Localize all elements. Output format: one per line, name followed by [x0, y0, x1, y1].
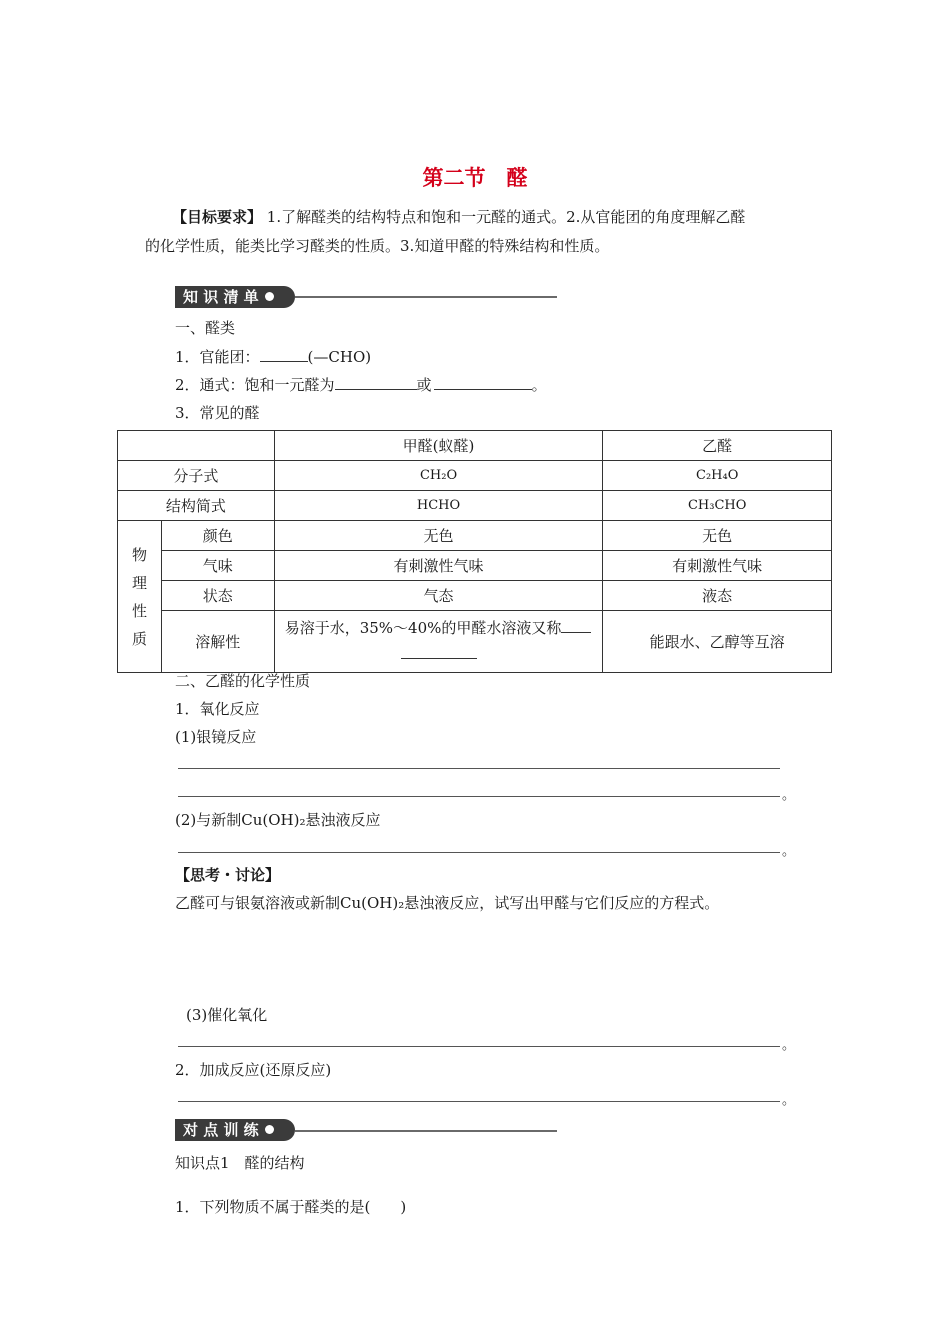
- answer-line[interactable]: [178, 796, 780, 797]
- row-label: 溶解性: [161, 611, 274, 673]
- period-mark: 。: [782, 788, 796, 803]
- item-common-aldehydes: 3．常见的醛: [175, 404, 260, 422]
- question-1: 1．下列物质不属于醛类的是( ): [175, 1198, 407, 1216]
- table-cell: 无色: [274, 521, 603, 551]
- fill-blank[interactable]: [401, 646, 477, 659]
- item-label: 1．官能团：: [175, 348, 260, 366]
- sub-silver-mirror: (1)银镜反应: [175, 728, 257, 746]
- objectives-text1: 1.了解醛类的结构特点和饱和一元醛的通式。2.从官能团的角度理解乙醛: [262, 208, 746, 226]
- section-header-label: 对 点 训 练: [183, 1121, 259, 1139]
- cell-text: 易溶于水，35%～40%的甲醛水溶液又称: [284, 619, 562, 637]
- section-header-label: 知 识 清 单: [183, 288, 259, 306]
- knowledge-point-1: 知识点1 醛的结构: [175, 1154, 305, 1172]
- page-title: 第二节 醛: [422, 166, 528, 190]
- table-cell: HCHO: [274, 491, 603, 521]
- table-cell: CH₂O: [274, 461, 603, 491]
- think-discuss-label: 【思考・讨论】: [175, 866, 281, 884]
- header-rule: [295, 296, 557, 298]
- section-header-knowledge: [175, 286, 295, 308]
- table-row: [118, 581, 832, 611]
- row-label: 结构简式: [118, 491, 275, 521]
- fill-blank[interactable]: [335, 377, 417, 390]
- fill-blank[interactable]: [434, 377, 532, 390]
- sub-copper-hydroxide: (2)与新制Cu(OH)₂悬浊液反应: [175, 811, 381, 829]
- heading-aldehydes: 一、醛类: [175, 319, 236, 337]
- answer-line[interactable]: [178, 1101, 780, 1102]
- table-cell: [118, 431, 275, 461]
- group-char: 物: [131, 545, 147, 564]
- row-label: 气味: [161, 551, 274, 581]
- item-addition-reaction: 2．加成反应(还原反应): [175, 1061, 332, 1079]
- objectives-label: 【目标要求】: [172, 208, 263, 226]
- fill-blank[interactable]: [260, 349, 308, 362]
- header-rule: [295, 1130, 557, 1132]
- table-row: [118, 491, 832, 521]
- section-header-practice: [175, 1119, 295, 1141]
- table-cell: 气态: [274, 581, 603, 611]
- item-oxidation: 1．氧化反应: [175, 700, 260, 718]
- bullet-icon: [265, 292, 274, 301]
- table-cell: 有刺激性气味: [274, 551, 603, 581]
- answer-line[interactable]: [178, 768, 780, 769]
- answer-line[interactable]: [178, 852, 780, 853]
- item-text: 或: [416, 376, 432, 394]
- heading-chemical-properties: 二、乙醛的化学性质: [175, 672, 311, 690]
- table-cell: 液态: [603, 581, 832, 611]
- row-label: 颜色: [161, 521, 274, 551]
- objectives-line1: [172, 206, 745, 227]
- table-cell: 无色: [603, 521, 832, 551]
- aldehyde-table: [117, 430, 832, 673]
- objectives-line2: 的化学性质，能类比学习醛类的性质。3.知道甲醛的特殊结构和性质。: [145, 237, 610, 255]
- table-cell: CH₃CHO: [603, 491, 832, 521]
- row-group-physical: [118, 521, 162, 673]
- bullet-icon: [265, 1125, 274, 1134]
- table-header: 乙醛: [603, 431, 832, 461]
- table-cell: 有刺激性气味: [603, 551, 832, 581]
- table-row: [118, 461, 832, 491]
- period-mark: 。: [782, 1093, 796, 1108]
- item-suffix: (—CHO): [307, 348, 372, 366]
- table-row: [118, 551, 832, 581]
- table-cell: 能跟水、乙醇等互溶: [603, 611, 832, 673]
- table-cell: [274, 611, 603, 673]
- period-mark: 。: [782, 844, 796, 859]
- row-label: 分子式: [118, 461, 275, 491]
- table-row: [118, 611, 832, 673]
- sub-catalytic-oxidation: (3)催化氧化: [186, 1006, 268, 1024]
- table-row: [118, 431, 832, 461]
- table-header: 甲醛(蚁醛): [274, 431, 603, 461]
- period-mark: 。: [782, 1038, 796, 1053]
- think-discuss-text: 乙醛可与银氨溶液或新制Cu(OH)₂悬浊液反应，试写出甲醛与它们反应的方程式。: [175, 894, 720, 912]
- fill-blank[interactable]: [561, 620, 591, 633]
- table-cell: C₂H₄O: [603, 461, 832, 491]
- item-text: 。: [531, 376, 547, 394]
- answer-line[interactable]: [178, 1046, 780, 1047]
- group-char: 性: [131, 601, 147, 620]
- item-general-formula: [175, 374, 547, 395]
- table-row: [118, 521, 832, 551]
- row-label: 状态: [161, 581, 274, 611]
- item-label: 2．通式：饱和一元醛为: [175, 376, 335, 394]
- group-char: 质: [131, 629, 147, 648]
- item-functional-group: [175, 346, 371, 367]
- group-char: 理: [131, 573, 147, 592]
